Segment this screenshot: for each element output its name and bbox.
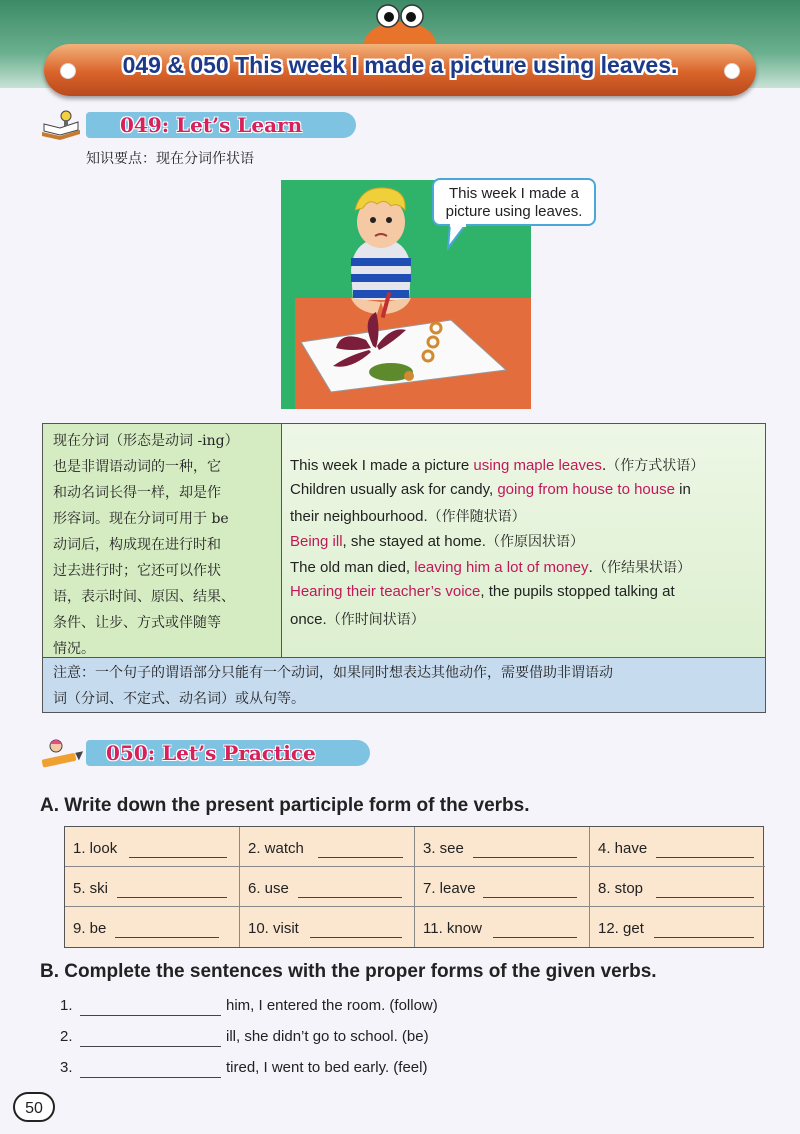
answer-blank[interactable] [310,937,402,938]
practice-heading-label: 050: Let’s Practice [106,741,316,765]
definition-text: 现在分词（形态是动词 -ing） 也是非谓语动词的一种，它 和动名词长得一样，却是作 形容词。现在分词可用于 be 动词后，构成现在进行时和 过去进行时；它还可以作状 语，表示时间、原因、结果、 条件、让步、方式或伴随等 情况。 [53,433,239,657]
verb-label: 4. have [598,840,648,857]
sentence-number: 3. [60,1059,73,1076]
sentence-number: 1. [60,997,73,1014]
answer-blank[interactable] [483,897,577,898]
verb-cell[interactable] [240,867,415,907]
verb-label: 8. stop [598,880,644,897]
note-line-1: 注意：一个句子的谓语部分只能有一个动词，如果同时想表达其他动作，需要借助非谓语动 [53,665,613,681]
example-2-text: Children usually ask for candy, [290,481,498,498]
verb-cell[interactable] [240,907,415,947]
grammar-explanation-table [42,423,766,713]
example-1-note: .（作方式状语） [601,458,705,474]
verb-cell[interactable] [590,827,765,867]
verb-exercise-grid [64,826,764,948]
example-2 [290,481,691,498]
example-1-text: This week I made a picture [290,457,474,474]
answer-blank[interactable] [80,1015,221,1016]
learn-section-heading [40,110,360,140]
verb-label: 2. watch [248,840,304,857]
part-a-title: A. Write down the present participle form of the verbs. [40,795,530,816]
example-1 [290,455,704,475]
practice-section-heading [40,738,370,768]
sentence-text: ill, she didn’t go to school. (be) [226,1028,429,1045]
verb-label: 9. be [73,920,107,937]
title-banner [44,44,756,96]
example-5-text: , the pupils stopped talking at [480,583,675,600]
verb-label: 1. look [73,840,118,857]
verb-label: 12. get [598,920,644,937]
note-cell [43,657,765,712]
example-4-text: The old man died, [290,559,415,576]
speech-bubble: This week I made a picture using leaves. [432,178,596,226]
verb-label: 6. use [248,880,289,897]
example-4-note: .（作结果状语） [588,560,691,576]
example-2-cont [290,506,526,526]
example-2-tail: in [674,481,691,498]
example-3 [290,531,584,551]
verb-label: 7. leave [423,880,476,897]
example-5 [290,583,675,600]
verb-cell[interactable] [415,907,590,947]
example-5-note: （作时间状语） [326,612,425,628]
sentence-text: him, I entered the room. (follow) [226,997,438,1014]
example-5-cont-text: once. [290,611,327,628]
example-2-note: （作伴随状语） [427,509,526,525]
example-3-note: （作原因状语） [485,534,584,550]
example-1-highlight: using maple leaves [473,457,602,474]
verb-label: 3. see [423,840,464,857]
example-4 [290,557,691,577]
example-2-highlight: going from house to house [497,481,675,498]
examples-cell [282,424,765,657]
answer-blank[interactable] [654,937,754,938]
verb-cell[interactable] [415,827,590,867]
book-lamp-icon [40,110,84,140]
verb-cell[interactable] [590,867,765,907]
banner-dot-right [724,63,740,79]
learn-heading-label: 049: Let’s Learn [120,113,303,137]
verb-cell[interactable] [65,827,240,867]
verb-label: 10. visit [248,920,299,937]
example-5-highlight: Hearing their teacher’s voice [290,583,481,600]
part-b-title: B. Complete the sentences with the proper forms of the given verbs. [40,961,657,982]
verb-cell[interactable] [590,907,765,947]
verb-cell[interactable] [240,827,415,867]
answer-blank[interactable] [493,937,577,938]
example-5-cont [290,609,425,629]
example-4-highlight: leaving him a lot of money [414,559,589,576]
pencil-kid-icon [40,738,84,768]
page-title: 049 & 050 This week I made a picture using leaves. [122,52,678,78]
cartoon-eyes-icon [362,0,438,46]
speech-bubble-tail [446,224,470,250]
verb-cell[interactable] [65,907,240,947]
page-number: 50 [13,1092,55,1122]
verb-label: 5. ski [73,880,109,897]
answer-blank[interactable] [80,1046,221,1047]
note-line-2: 词（分词、不定式、动名词）或从句等。 [53,691,305,707]
verb-label: 11. know [423,920,482,937]
sentence-number: 2. [60,1028,73,1045]
example-3-text: , she stayed at home. [342,533,486,550]
example-2-cont-text: their neighbourhood. [290,508,428,525]
answer-blank[interactable] [80,1077,221,1078]
answer-blank[interactable] [298,897,402,898]
answer-blank[interactable] [656,857,754,858]
answer-blank[interactable] [656,897,754,898]
sentence-text: tired, I went to bed early. (feel) [226,1059,428,1076]
verb-cell[interactable] [415,867,590,907]
definition-cell [43,424,282,657]
answer-blank[interactable] [318,857,403,858]
answer-blank[interactable] [115,937,219,938]
answer-blank[interactable] [473,857,577,858]
verb-cell[interactable] [65,867,240,907]
example-3-highlight: Being ill [290,533,343,550]
answer-blank[interactable] [129,857,227,858]
answer-blank[interactable] [117,897,227,898]
key-point: 知识要点：现在分词作状语 [86,151,254,167]
